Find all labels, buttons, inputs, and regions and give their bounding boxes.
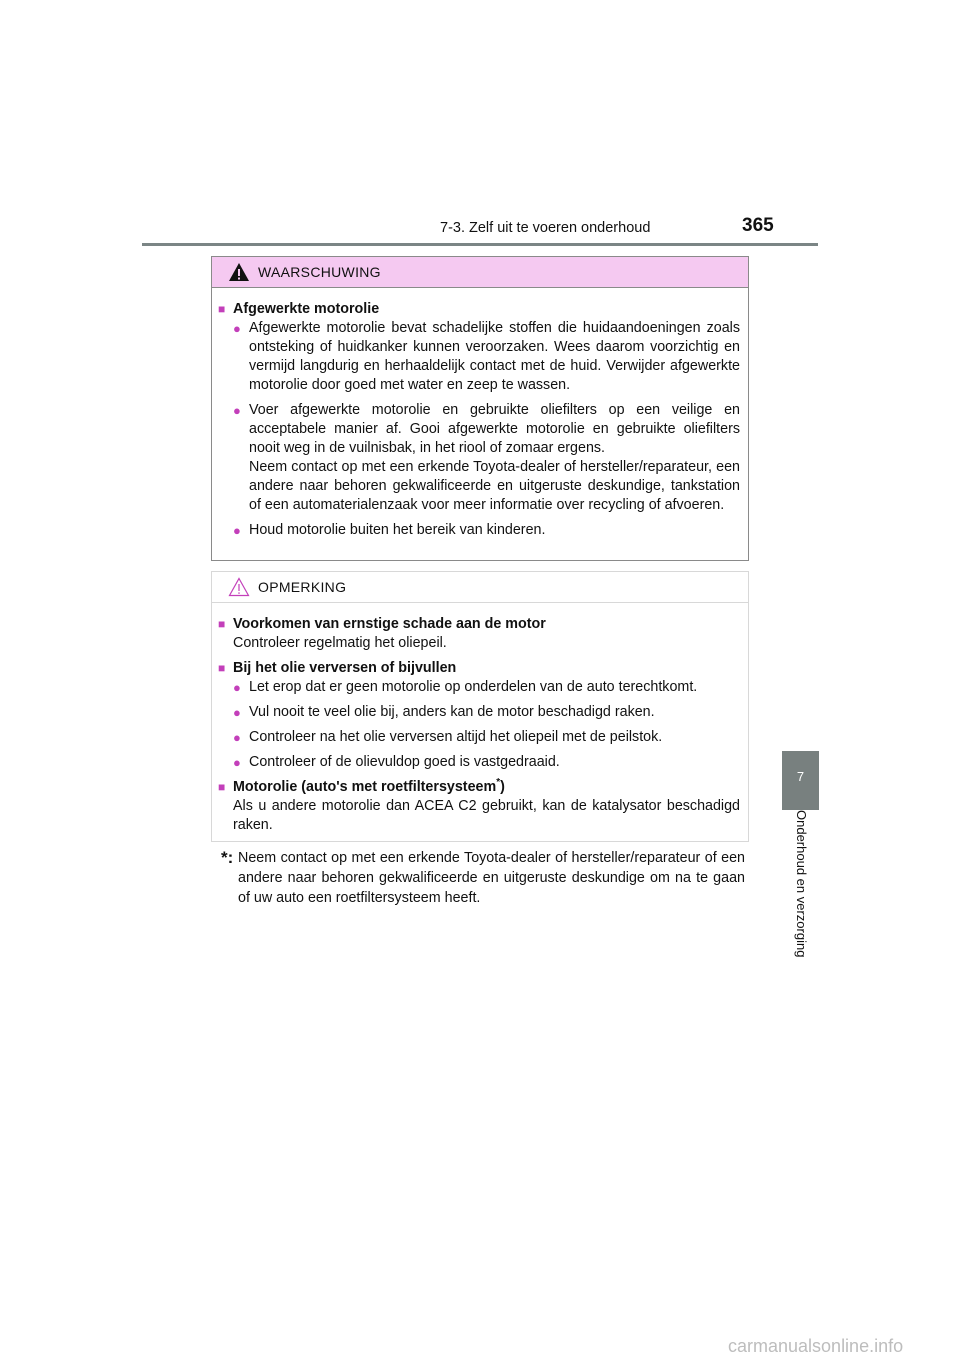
footnote-text: Neem contact op met een erkende Toyota-dealer of hersteller/reparateur of een andere naar behoren gekwalificeerde en uitgeruste deskundige om na te gaan of uw auto een roetfiltersysteem heeft. [238,850,745,906]
asterisk-mark: * [496,777,501,789]
bullet-marker: ● [233,680,241,695]
note-section-1-title: Voorkomen van ernstige schade aan de motor [233,616,546,632]
warning-bullet-text [249,319,740,395]
caution-triangle-icon [228,577,250,597]
note-box [211,571,749,842]
running-header-title: 7-3. Zelf uit te voeren onderhoud [440,220,651,236]
note-section-3-title [233,778,505,797]
note-section-heading [218,778,740,797]
note-bullet [233,728,740,747]
warning-bullet-2-extra: Neem contact op met een erkende Toyota-dealer of hersteller/reparateur, een andere naar behoren gekwalificeerde en uitgeruste deskundige, tankstation of een automaterialenzaak voor meer informatie over recycling of afvoeren. [249,459,740,513]
note-section-heading [218,615,740,634]
warning-bullet-3-text: Houd motorolie buiten het bereik van kinderen. [249,522,546,538]
note-section-3-title-text: Motorolie (auto's met roetfiltersysteem [233,779,497,795]
note-section-1-text: Controleer regelmatig het oliepeil. [233,635,447,651]
note-bullet-text: Controleer of de olievuldop goed is vastgedraaid. [249,754,560,770]
bullet-marker: ● [233,730,241,745]
warning-bullet [233,521,740,540]
warning-section-title: Afgewerkte motorolie [233,301,380,317]
page-number: 365 [742,215,774,236]
chapter-number: 7 [796,769,805,784]
warning-section-heading [218,300,740,319]
warning-bullet [233,401,740,515]
warning-header [212,257,748,288]
chapter-label-area [782,810,819,1000]
note-section-2-title: Bij het olie verversen of bijvullen [233,660,457,676]
note-bullet [233,703,740,722]
footnote [221,848,745,908]
note-section-heading [218,659,740,678]
warning-title: WAARSCHUWING [258,264,381,280]
note-header [212,572,748,603]
header-rule [142,243,818,246]
warning-box [211,256,749,561]
note-bullet-text: Vul nooit te veel olie bij, anders kan de motor beschadigd raken. [249,704,655,720]
section-marker: ■ [218,780,226,794]
footnote-marker: *: [221,848,234,867]
note-bullet [233,753,740,772]
note-body [212,603,748,835]
section-marker: ■ [218,617,226,631]
note-bullet-text: Controleer na het olie verversen altijd het oliepeil met de peilstok. [249,729,663,745]
bullet-marker: ● [233,523,241,538]
warning-bullet-text [249,401,740,515]
section-marker: ■ [218,661,226,675]
warning-bullet [233,319,740,395]
warning-triangle-icon [228,262,250,282]
warning-bullet-2-text: Voer afgewerkte motorolie en gebruikte oliefilters op een veilige en acceptabele manier af. Gooi afgewerkte motorolie en gebruikte oliefilters nooit weg in de vuilnisbak, in het riool of zomaar ergens. [249,402,740,456]
bullet-marker: ● [233,403,241,418]
note-bullet [233,678,740,697]
note-section-3-text: Als u andere motorolie dan ACEA C2 gebruikt, kan de katalysator beschadigd raken. [233,798,740,833]
note-title: OPMERKING [258,579,347,595]
chapter-tab [782,751,819,810]
watermark: carmanualsonline.info [728,1336,904,1356]
note-bullet-text: Let erop dat er geen motorolie op onderdelen van de auto terechtkomt. [249,679,698,695]
chapter-label: Onderhoud en verzorging [794,810,809,958]
section-marker: ■ [218,302,226,316]
bullet-marker: ● [233,755,241,770]
bullet-marker: ● [233,321,241,336]
note-section-3-title-end: ) [500,779,505,795]
warning-bullet-1-text: Afgewerkte motorolie bevat schadelijke stoffen die huidaandoeningen zoals ontsteking of huidkanker kunnen veroorzaken. Wees daarom voorzichtig en vermijd langdurig en herhaaldelijk contact met de huid. Verwijder afgewerkte motorolie door goed met water en zeep te wassen. [249,320,740,393]
warning-body [212,288,748,540]
bullet-marker: ● [233,705,241,720]
warning-bullet-text [249,521,740,540]
